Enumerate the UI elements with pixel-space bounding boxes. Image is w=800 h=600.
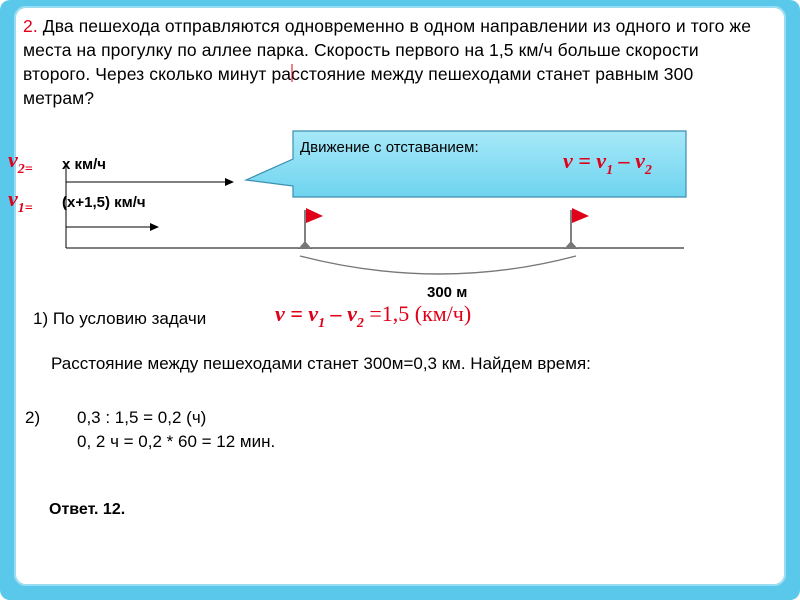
speed1-arrowhead <box>150 223 159 231</box>
flag2 <box>572 208 589 223</box>
answer: Ответ. 12. <box>49 501 126 518</box>
step1-label: 1) По условию задачи <box>33 309 207 328</box>
callout-formula: $v = v_1 - v_2$ <box>563 148 652 178</box>
callout-title: Движение с отставанием: <box>300 139 479 156</box>
flag1 <box>306 208 323 223</box>
step1-formula: $v = v_1 - v_2 =1,5$ (км/ч) <box>275 301 472 331</box>
step2-text: Расстояние между пешеходами станет 300м=0,3 км. Найдем время: <box>51 354 591 373</box>
flag2-base <box>564 241 578 249</box>
speed2-arrowhead <box>225 178 234 186</box>
distance-label: 300 м <box>427 284 468 301</box>
problem-text: Два пешехода отправляются одновременно в одном направлении из одного и того же места на прогулку по аллее парка. Скорость первого на 1,5 км/ч больше скорости второго. Через сколько минут расстояние между пешеходами станет равным 300 метрам? <box>23 16 752 108</box>
flag1-base <box>298 241 312 249</box>
step2-number: 2) <box>25 408 41 427</box>
speed2-label: x км/ч <box>62 156 106 173</box>
calc-line-2: 0, 2 ч = 0,2 * 60 = 12 мин. <box>77 432 276 451</box>
calc-line-1: 0,3 : 1,5 = 0,2 (ч) <box>77 408 207 427</box>
problem-number: 2. <box>23 16 38 36</box>
v1-symbol: $v_{1=}$ <box>8 186 33 216</box>
distance-brace <box>300 256 576 274</box>
speed1-label: (x+1,5) км/ч <box>62 194 146 211</box>
v2-symbol: $v_{2=}$ <box>8 147 33 177</box>
